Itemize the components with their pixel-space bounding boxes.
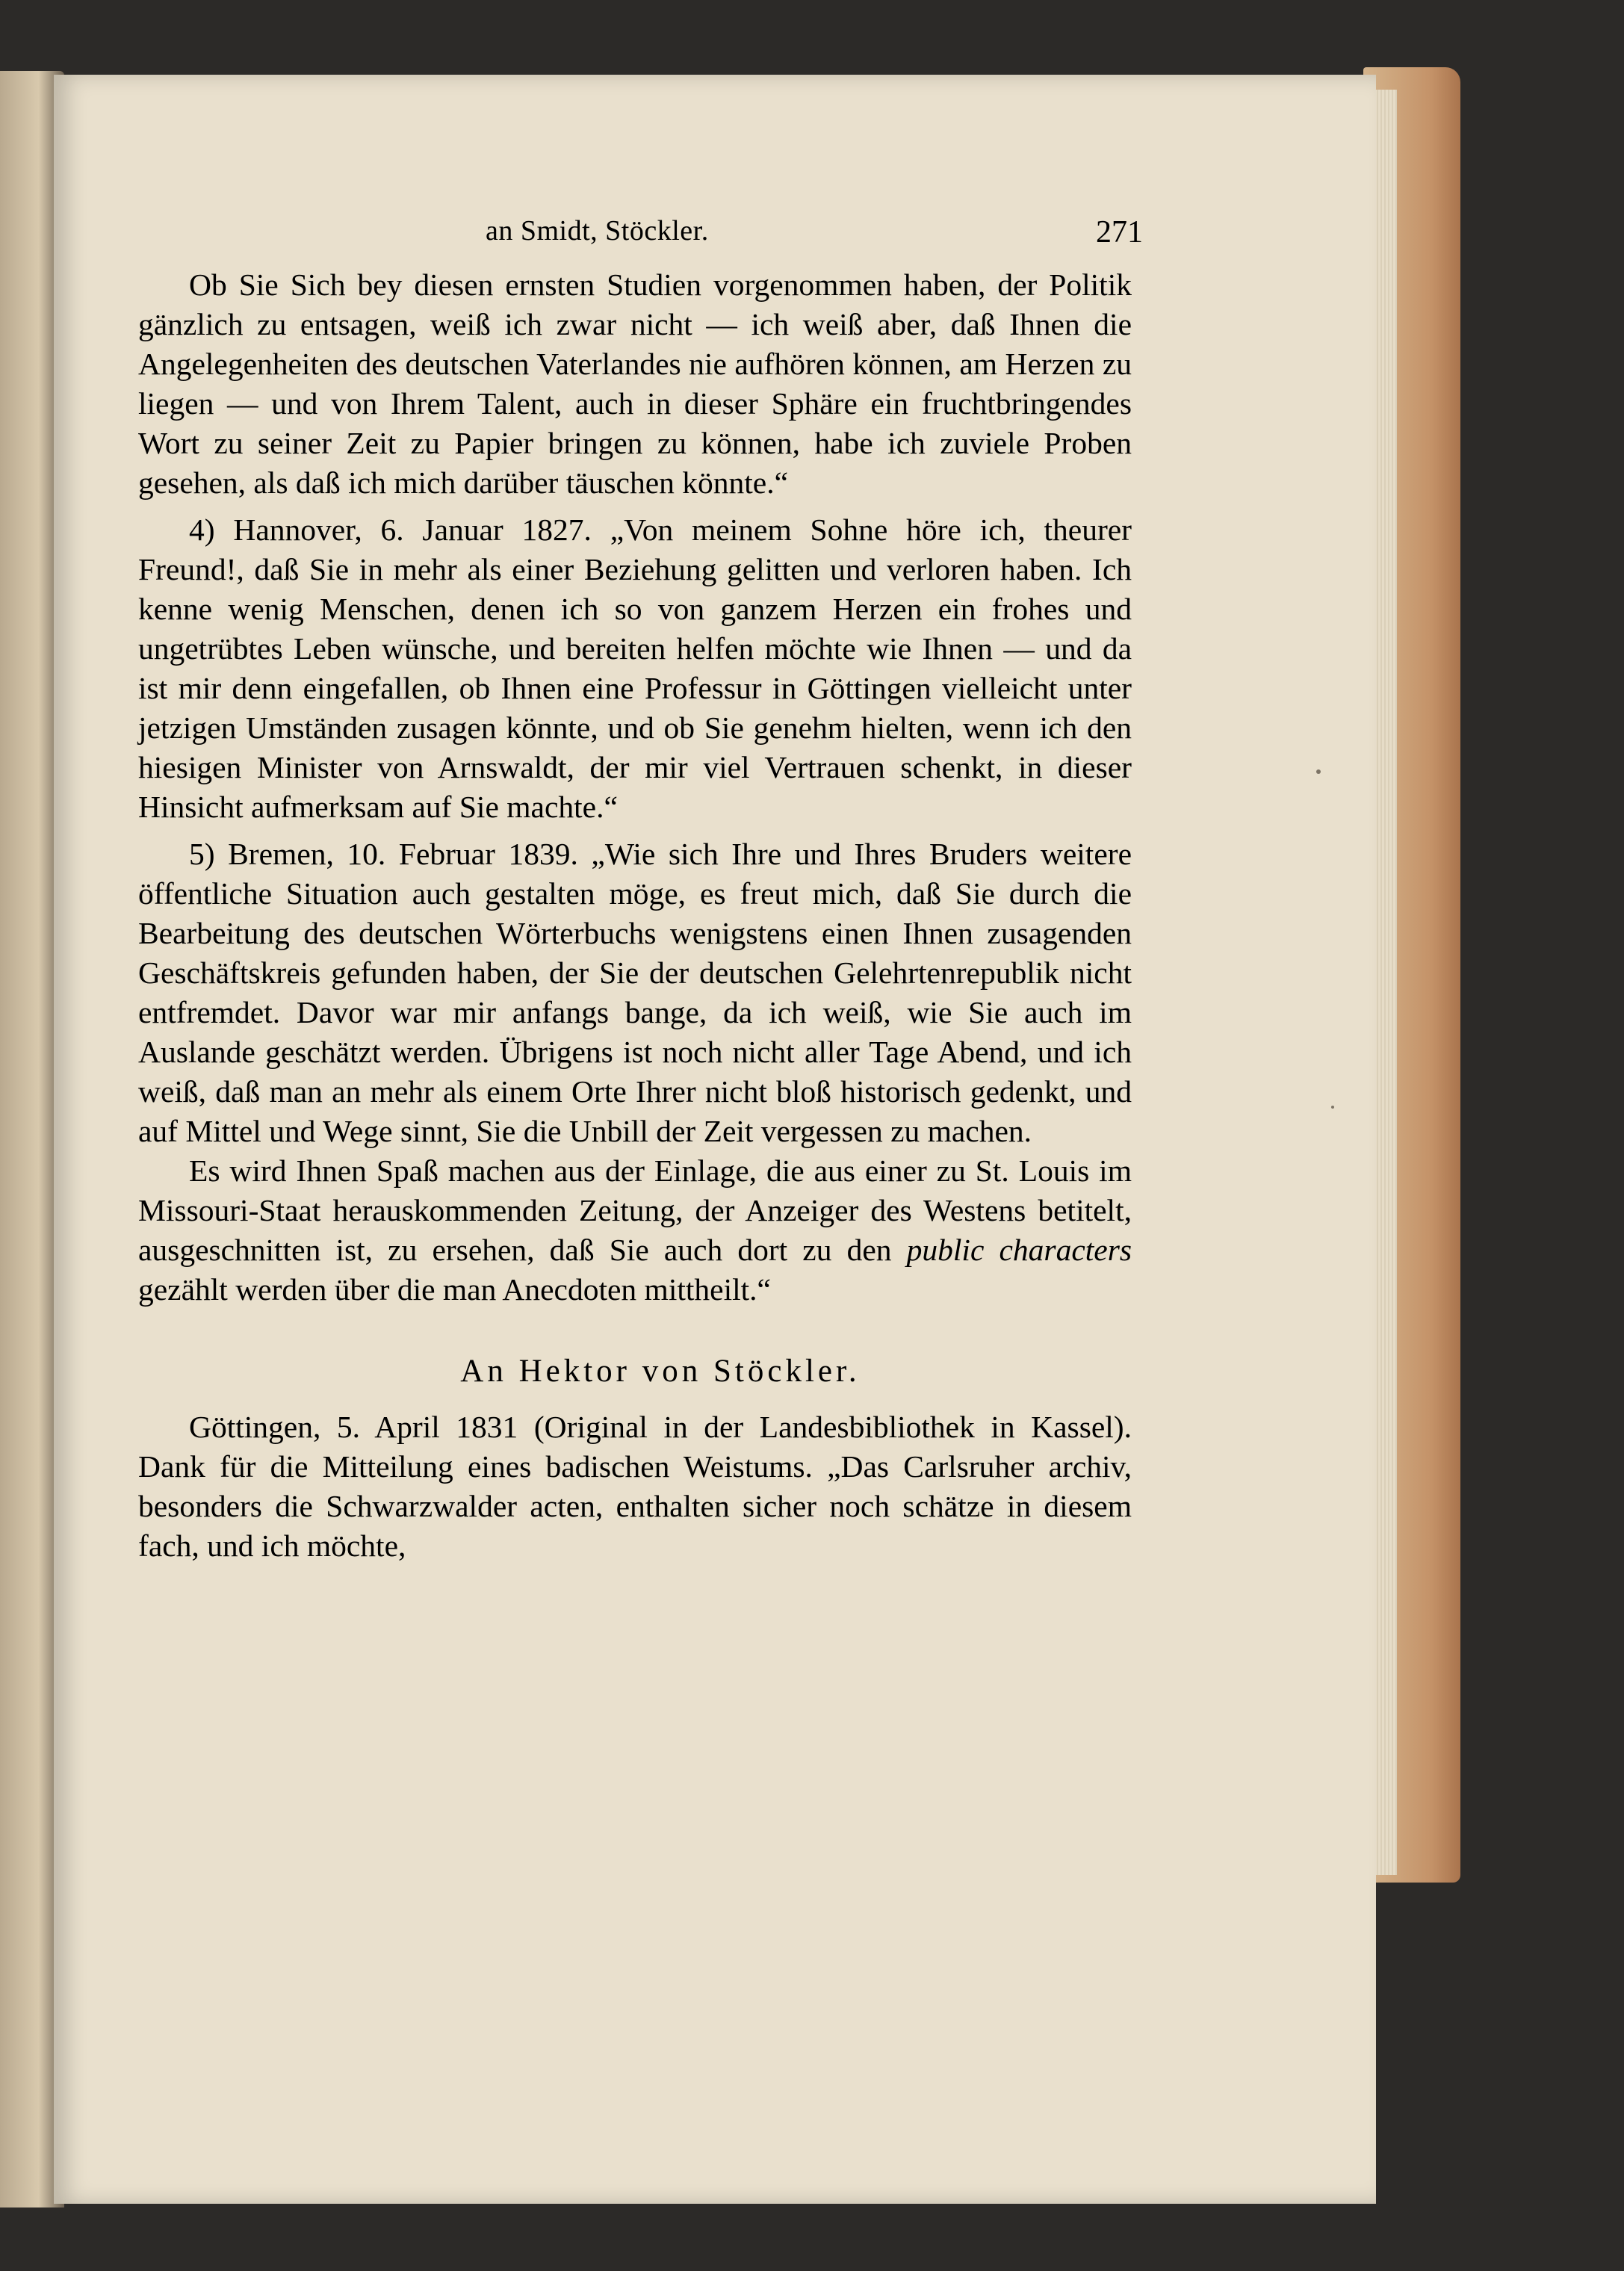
page-header xyxy=(486,198,1143,250)
paragraph-text: Es wird Ihnen Spaß machen aus der Einlage, die aus einer zu St. Louis im Missouri-Staat herauskommenden Zeitung, der Anzeiger des Westens betitelt, ausgeschnitten ist, zu ersehen, daß Sie auch dort zu den xyxy=(138,1153,1132,1267)
paragraph: 4) Hannover, 6. Januar 1827. „Von meinem Sohne höre ich, theurer Freund!, daß Sie in mehr als einer Beziehung gelitten und verloren haben. Ich kenne wenig Menschen, denen ich so von ganzem Herzen ein frohes und ungetrübtes Leben wünsche, und bereiten helfen möchte wie Ihnen — und da ist mir denn eingefallen, ob Ihnen eine Professur in Göttingen vielleicht unter jetzigen Umständen zusagen könnte, und ob Sie genehm hielten, wenn ich den hiesigen Minister von Arnswaldt, der mir viel Vertrauen schenkt, in dieser Hinsicht aufmerksam auf Sie machte.“ xyxy=(138,512,1132,824)
paragraph: 5) Bremen, 10. Februar 1839. „Wie sich Ihre und Ihres Bruders weitere öffentliche Situation auch gestalten möge, es freut mich, daß Sie durch die Bearbeitung des deutschen Wörterbuchs wenigstens einen Ihnen zusagenden Geschäftskreis gefunden haben, der Sie der deutschen Gelehrtenrepublik nicht entfremdet. Davor war mir anfangs bange, da ich weiß, wie Sie auch im Auslande geschätzt werden. Übrigens ist noch nicht aller Tage Abend, und ich weiß, daß man an mehr als einem Orte Ihrer nicht bloß historisch gedenkt, und auf Mittel und Wege sinnt, Sie die Unbill der Zeit vergessen zu machen. xyxy=(138,837,1132,1148)
paragraph: Ob Sie Sich bey diesen ernsten Studien vorgenommen haben, der Politik gänzlich zu entsagen, weiß ich zwar nicht — ich weiß aber, daß Ihnen die Angelegenheiten des deutschen Vaterlandes nie aufhören können, am Herzen zu liegen — und von Ihrem Talent, auch in dieser Sphäre ein fruchtbringendes Wort zu seiner Zeit zu Papier bringen zu können, habe ich zuviele Proben gesehen, als daß ich mich darüber täuschen könnte.“ xyxy=(138,267,1132,500)
paragraph-text: gezählt werden über die man Anecdoten mittheilt.“ xyxy=(138,1272,771,1307)
section-title: An Hektor von Stöckler. xyxy=(460,1354,861,1389)
paper-speck xyxy=(1316,769,1321,774)
page-body xyxy=(138,265,1132,1573)
page-number: 271 xyxy=(1096,215,1143,250)
paragraph xyxy=(138,1151,1132,1310)
running-head: an Smidt, Stöckler. xyxy=(486,215,709,247)
paper-speck xyxy=(1331,1106,1334,1109)
paragraph: Göttingen, 5. April 1831 (Original in der Landesbibliothek in Kassel). Dank für die Mitteilung eines badischen Weistums. „Das Carlsruher archiv, besonders die Schwarzwalder acten, enthalten sicher noch schätze in diesem fach, und ich möchte, xyxy=(138,1410,1132,1563)
italic-phrase: public characters xyxy=(906,1233,1132,1267)
